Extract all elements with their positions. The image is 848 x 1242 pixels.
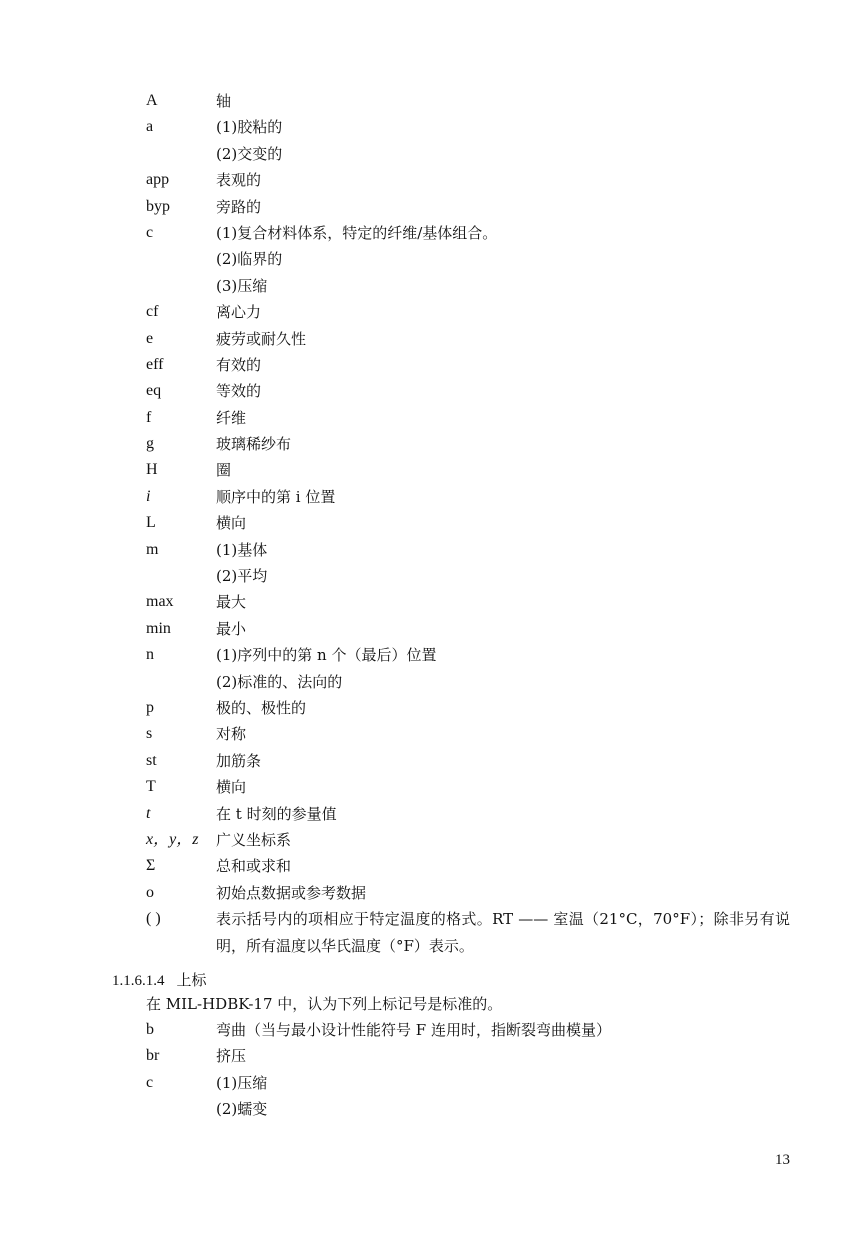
- symbol-description: (2)平均: [216, 567, 268, 586]
- symbol: eff: [146, 355, 164, 373]
- symbol-description: (3)压缩: [216, 276, 268, 295]
- section-heading: [112, 970, 207, 991]
- symbol-entry: [0, 352, 848, 378]
- symbol: f: [146, 408, 152, 426]
- symbol-entry: [0, 457, 848, 483]
- symbol-description: (2)交变的: [216, 144, 283, 163]
- symbol: eq: [146, 382, 162, 400]
- symbol-description: 轴: [216, 92, 232, 110]
- symbol-description: 总和或求和: [216, 857, 292, 876]
- symbol: st: [146, 751, 157, 769]
- symbol-description: 等效的: [216, 382, 262, 401]
- symbol: t: [146, 804, 151, 822]
- symbol-entry: [0, 721, 848, 747]
- symbol-entry: [0, 801, 848, 827]
- symbol-description: (2)临界的: [216, 250, 283, 269]
- symbol: max: [146, 593, 174, 611]
- symbol: br: [146, 1047, 160, 1065]
- symbol-entry: [0, 299, 848, 325]
- symbol: e: [146, 329, 154, 347]
- symbol: m: [146, 540, 159, 558]
- symbol-entry: [0, 642, 848, 695]
- symbol-entry: [0, 906, 848, 959]
- symbol-entry: [0, 537, 848, 590]
- symbol-description: 离心力: [216, 303, 262, 322]
- symbol-entry: [0, 1043, 848, 1069]
- symbol: A: [146, 92, 158, 109]
- symbol-description: 疲劳或耐久性: [216, 329, 307, 348]
- symbol-entry: [0, 774, 848, 800]
- symbol-entry: [0, 853, 848, 879]
- symbol: ( ): [146, 910, 161, 928]
- symbol-entry: [0, 88, 848, 114]
- symbol: s: [146, 725, 153, 743]
- symbol-description: 在 t 时刻的参量值: [216, 804, 337, 823]
- symbol-entry: [0, 220, 848, 299]
- section-intro: 在 MIL-HDBK-17 中，认为下列上标记号是标准的。: [146, 995, 503, 1013]
- symbol: a: [146, 118, 154, 136]
- symbol: n: [146, 646, 154, 664]
- symbol: byp: [146, 197, 170, 215]
- symbol-entry: [0, 194, 848, 220]
- symbol: o: [146, 883, 154, 901]
- symbol: T: [146, 778, 156, 796]
- symbol-entry: [0, 167, 848, 193]
- symbol: H: [146, 461, 158, 479]
- symbol-description: 有效的: [216, 355, 262, 374]
- symbol-description: 顺序中的第 i 位置: [216, 487, 336, 506]
- symbol-description: (1)胶粘的: [216, 118, 283, 137]
- symbol-description: (1)复合材料体系，特定的纤维/基体组合。: [216, 223, 498, 242]
- symbol-entry: [0, 326, 848, 352]
- symbol-entry: [0, 1017, 848, 1043]
- symbol-description: 挤压: [216, 1047, 247, 1066]
- symbol-entry: [0, 1070, 848, 1123]
- symbol-entry: [0, 827, 848, 853]
- symbol: g: [146, 435, 154, 453]
- symbol-description: (1)压缩: [216, 1073, 268, 1092]
- symbol-description: 广义坐标系: [216, 830, 292, 849]
- symbol-entry: [0, 114, 848, 167]
- symbol-entry: [0, 695, 848, 721]
- symbol-entry: [0, 880, 848, 906]
- symbol: L: [146, 514, 156, 532]
- symbol-entry: [0, 616, 848, 642]
- symbol-description: 表观的: [216, 171, 262, 190]
- symbol-description: 圈: [216, 461, 232, 480]
- symbol-entry: [0, 589, 848, 615]
- symbol-description: 横向: [216, 778, 247, 797]
- symbol: app: [146, 171, 170, 189]
- symbol-description: (1)序列中的第 n 个（最后）位置: [216, 646, 437, 665]
- symbol: Σ: [146, 857, 156, 875]
- section-title: 上标: [176, 971, 207, 989]
- symbol-description: (1)基体: [216, 540, 268, 559]
- symbol: b: [146, 1021, 154, 1038]
- symbol-description: 初始点数据或参考数据: [216, 883, 367, 902]
- symbol-description: (2)蠕变: [216, 1100, 268, 1119]
- symbol: p: [146, 698, 154, 716]
- symbol-description: (2)标准的、法向的: [216, 672, 343, 691]
- subscript-list: [0, 88, 848, 959]
- symbol-description: 弯曲（当与最小设计性能符号 F 连用时，指断裂弯曲模量）: [216, 1021, 611, 1039]
- page-number: 13: [775, 1152, 790, 1168]
- symbol-description: 表示括号内的项相应于特定温度的格式。RT —— 室温（21°C，70°F）；除非另有说明，所有温度以华氏温度（°F）表示。: [216, 910, 790, 955]
- symbol-entry: [0, 748, 848, 774]
- symbol-description: 极的、极性的: [216, 698, 307, 717]
- section-number: 1.1.6.1.4: [112, 973, 165, 989]
- symbol-entry: [0, 405, 848, 431]
- symbol: x，y，z: [146, 830, 199, 848]
- symbol: min: [146, 619, 171, 637]
- symbol-description: 最小: [216, 619, 247, 638]
- superscript-list: [0, 1017, 848, 1123]
- symbol-entry: [0, 378, 848, 404]
- symbol-entry: [0, 484, 848, 510]
- symbol-description: 对称: [216, 725, 247, 744]
- symbol-description: 玻璃稀纱布: [216, 435, 292, 454]
- symbol-description: 纤维: [216, 408, 247, 427]
- symbol: i: [146, 487, 151, 505]
- symbol-description: 旁路的: [216, 197, 262, 216]
- symbol: c: [146, 223, 154, 241]
- symbol-entry: [0, 510, 848, 536]
- symbol-description: 最大: [216, 593, 247, 612]
- symbol-description: 横向: [216, 514, 247, 533]
- symbol: c: [146, 1073, 154, 1091]
- symbol-description: 加筋条: [216, 751, 262, 770]
- symbol: cf: [146, 303, 159, 321]
- symbol-entry: [0, 431, 848, 457]
